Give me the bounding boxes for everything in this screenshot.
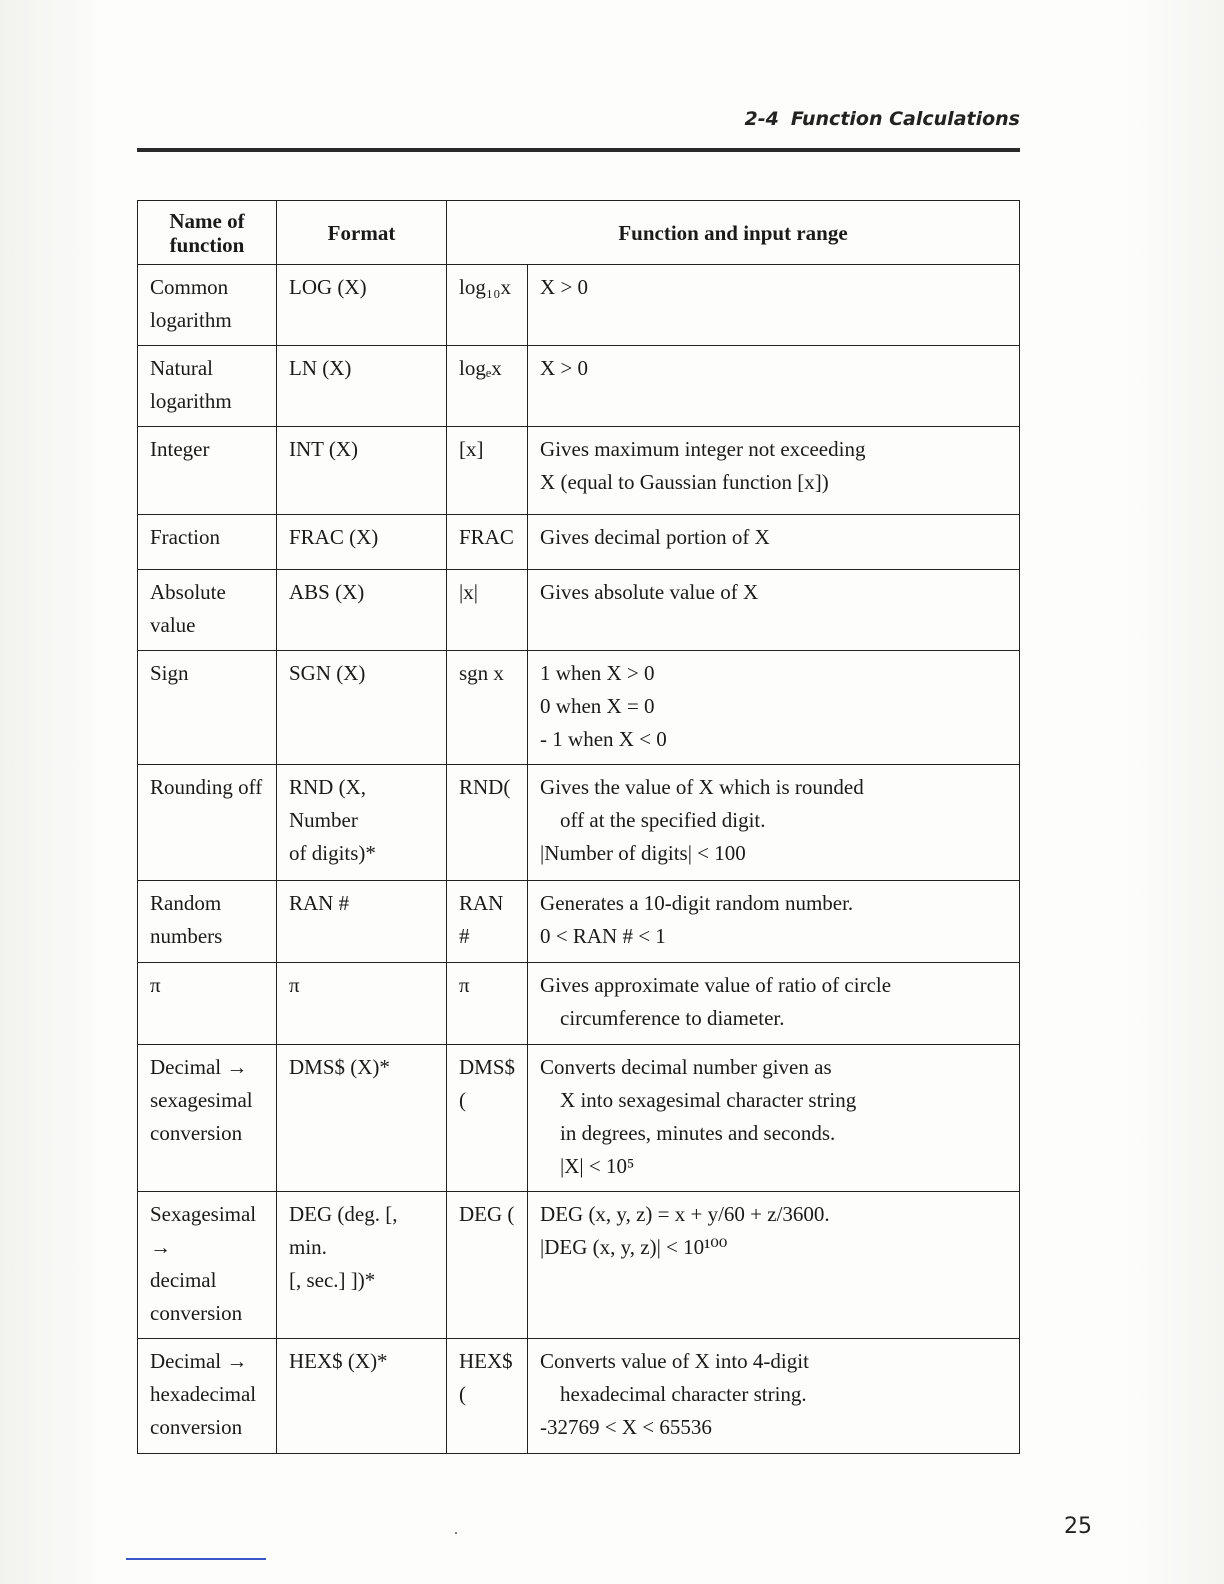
description-cell <box>528 1192 1020 1339</box>
format-cell <box>277 570 447 651</box>
page-edge-shadow <box>0 0 96 1584</box>
page-number: 25 <box>1064 1514 1092 1539</box>
symbol-cell <box>447 651 528 765</box>
function-name-cell <box>138 427 277 515</box>
format-line: RND (X, Number <box>289 775 366 832</box>
symbol-cell <box>447 1192 528 1339</box>
description-cell <box>528 881 1020 963</box>
symbol-cell <box>447 265 528 346</box>
description-line: Gives decimal portion of X <box>540 525 770 549</box>
function-symbol: DEG ( <box>459 1202 515 1226</box>
function-name-line: conversion <box>150 1301 243 1325</box>
function-name-line: decimal <box>150 1268 217 1292</box>
description-line: 0 when X = 0 <box>540 694 655 718</box>
format-cell <box>277 963 447 1045</box>
format-line: DEG (deg. [, min. <box>289 1202 398 1259</box>
header-format: Format <box>277 201 447 265</box>
description-cell <box>528 651 1020 765</box>
description-line: - 1 when X < 0 <box>540 727 667 751</box>
function-table <box>137 200 1020 1454</box>
function-name-line: sexagesimal <box>150 1088 253 1112</box>
table-row <box>138 570 1020 651</box>
description-cell <box>528 765 1020 881</box>
description-line: 1 when X > 0 <box>540 661 655 685</box>
description-line: X into sexagesimal character string <box>560 1088 857 1112</box>
header-rule <box>137 148 1020 152</box>
function-symbol: DMS$ ( <box>459 1055 516 1112</box>
function-symbol: sgn x <box>459 661 504 685</box>
function-symbol: RAN # <box>459 891 504 948</box>
function-name-line: Sign <box>150 661 189 685</box>
function-name-line: Sexagesimal → <box>150 1202 257 1259</box>
format-line: LN (X) <box>289 356 352 380</box>
format-line: RAN # <box>289 891 350 915</box>
function-name-line: conversion <box>150 1121 243 1145</box>
description-cell <box>528 515 1020 570</box>
header-function-and-input-range: Function and input range <box>447 201 1020 265</box>
format-cell <box>277 1045 447 1192</box>
function-name-cell <box>138 346 277 427</box>
specks <box>455 1532 457 1534</box>
table-row <box>138 1192 1020 1339</box>
description-line: off at the specified digit. <box>560 808 766 832</box>
symbol-cell <box>447 881 528 963</box>
header-name-of-function: Name of function <box>138 201 277 265</box>
function-name-line: Rounding off <box>150 775 263 799</box>
footer-rule <box>126 1558 266 1560</box>
function-name-line: Fraction <box>150 525 220 549</box>
format-cell <box>277 1192 447 1339</box>
function-symbol: RND( <box>459 775 511 799</box>
table-row <box>138 346 1020 427</box>
function-name-line: Absolute <box>150 580 226 604</box>
description-line: Gives approximate value of ratio of circle <box>540 973 892 997</box>
function-name-line: Decimal → <box>150 1055 248 1079</box>
table-row <box>138 963 1020 1045</box>
format-cell <box>277 881 447 963</box>
format-cell <box>277 346 447 427</box>
function-name-cell <box>138 963 277 1045</box>
function-name-line: Integer <box>150 437 210 461</box>
symbol-cell <box>447 515 528 570</box>
format-cell <box>277 427 447 515</box>
format-line: ABS (X) <box>289 580 365 604</box>
function-name-cell <box>138 651 277 765</box>
function-symbol: π <box>459 973 470 997</box>
function-name-cell <box>138 1339 277 1454</box>
format-line: INT (X) <box>289 437 359 461</box>
section-title: Function Calculations <box>790 108 1020 130</box>
description-line: -32769 < X < 65536 <box>540 1415 712 1439</box>
function-name-cell <box>138 881 277 963</box>
section-number: 2-4 <box>744 108 779 130</box>
description-line: X > 0 <box>540 356 589 380</box>
table-row <box>138 651 1020 765</box>
function-name-line: logarithm <box>150 308 232 332</box>
function-name-line: conversion <box>150 1415 243 1439</box>
function-name-cell <box>138 1192 277 1339</box>
format-cell <box>277 765 447 881</box>
description-cell <box>528 427 1020 515</box>
function-name-line: Decimal → <box>150 1349 248 1373</box>
function-name-line: hexadecimal <box>150 1382 257 1406</box>
format-line: DMS$ (X)* <box>289 1055 390 1079</box>
description-line: hexadecimal character string. <box>560 1382 807 1406</box>
function-symbol: FRAC <box>459 525 514 549</box>
description-line: X (equal to Gaussian function [x]) <box>540 470 829 494</box>
description-line: |DEG (x, y, z)| < 10¹⁰⁰ <box>540 1235 728 1259</box>
symbol-cell <box>447 427 528 515</box>
format-line: HEX$ (X)* <box>289 1349 388 1373</box>
function-name-line: π <box>150 973 161 997</box>
format-line: [, sec.] ])* <box>289 1268 376 1292</box>
description-line: Gives the value of X which is rounded <box>540 775 864 799</box>
description-line: Converts decimal number given as <box>540 1055 832 1079</box>
function-name-cell <box>138 765 277 881</box>
description-line: circumference to diameter. <box>560 1006 785 1030</box>
function-name-line: value <box>150 613 196 637</box>
function-name-cell <box>138 1045 277 1192</box>
function-name-cell <box>138 265 277 346</box>
symbol-cell <box>447 1339 528 1454</box>
description-line: Converts value of X into 4-digit <box>540 1349 809 1373</box>
function-name-line: Common <box>150 275 229 299</box>
format-cell <box>277 1339 447 1454</box>
description-line: X > 0 <box>540 275 589 299</box>
description-cell <box>528 963 1020 1045</box>
description-line: DEG (x, y, z) = x + y/60 + z/3600. <box>540 1202 830 1226</box>
function-name-cell <box>138 570 277 651</box>
function-symbol: |x| <box>459 580 478 604</box>
function-symbol: logₑx <box>459 356 502 380</box>
format-line: π <box>289 973 300 997</box>
table-row <box>138 765 1020 881</box>
description-cell <box>528 1339 1020 1454</box>
description-line: Gives maximum integer not exceeding <box>540 437 866 461</box>
table-header-row <box>138 201 1020 265</box>
symbol-cell <box>447 963 528 1045</box>
function-name-line: Random <box>150 891 222 915</box>
description-line: Generates a 10-digit random number. <box>540 891 854 915</box>
format-line: LOG (X) <box>289 275 367 299</box>
description-line: |Number of digits| < 100 <box>540 841 746 865</box>
format-line: FRAC (X) <box>289 525 379 549</box>
description-line: |X| < 10⁵ <box>560 1154 635 1178</box>
description-cell <box>528 265 1020 346</box>
function-symbol: [x] <box>459 437 484 461</box>
format-line: SGN (X) <box>289 661 366 685</box>
format-cell <box>277 265 447 346</box>
description-line: Gives absolute value of X <box>540 580 759 604</box>
table-row <box>138 265 1020 346</box>
format-line: of digits)* <box>289 841 376 865</box>
description-line: in degrees, minutes and seconds. <box>560 1121 836 1145</box>
table-row <box>138 1339 1020 1454</box>
symbol-cell <box>447 346 528 427</box>
description-cell <box>528 1045 1020 1192</box>
table-row <box>138 427 1020 515</box>
symbol-cell <box>447 765 528 881</box>
description-cell <box>528 570 1020 651</box>
format-cell <box>277 515 447 570</box>
function-name-line: logarithm <box>150 389 232 413</box>
description-line: 0 < RAN # < 1 <box>540 924 666 948</box>
function-symbol: log₁₀x <box>459 275 511 299</box>
symbol-cell <box>447 570 528 651</box>
function-symbol: HEX$ ( <box>459 1349 513 1406</box>
function-name-line: numbers <box>150 924 223 948</box>
table-row <box>138 1045 1020 1192</box>
format-cell <box>277 651 447 765</box>
table-body <box>138 265 1020 1454</box>
description-cell <box>528 346 1020 427</box>
function-name-cell <box>138 515 277 570</box>
table-row <box>138 881 1020 963</box>
running-header <box>740 108 1020 130</box>
symbol-cell <box>447 1045 528 1192</box>
function-name-line: Natural <box>150 356 213 380</box>
table-row <box>138 515 1020 570</box>
page-edge-shadow-right <box>1124 0 1224 1584</box>
